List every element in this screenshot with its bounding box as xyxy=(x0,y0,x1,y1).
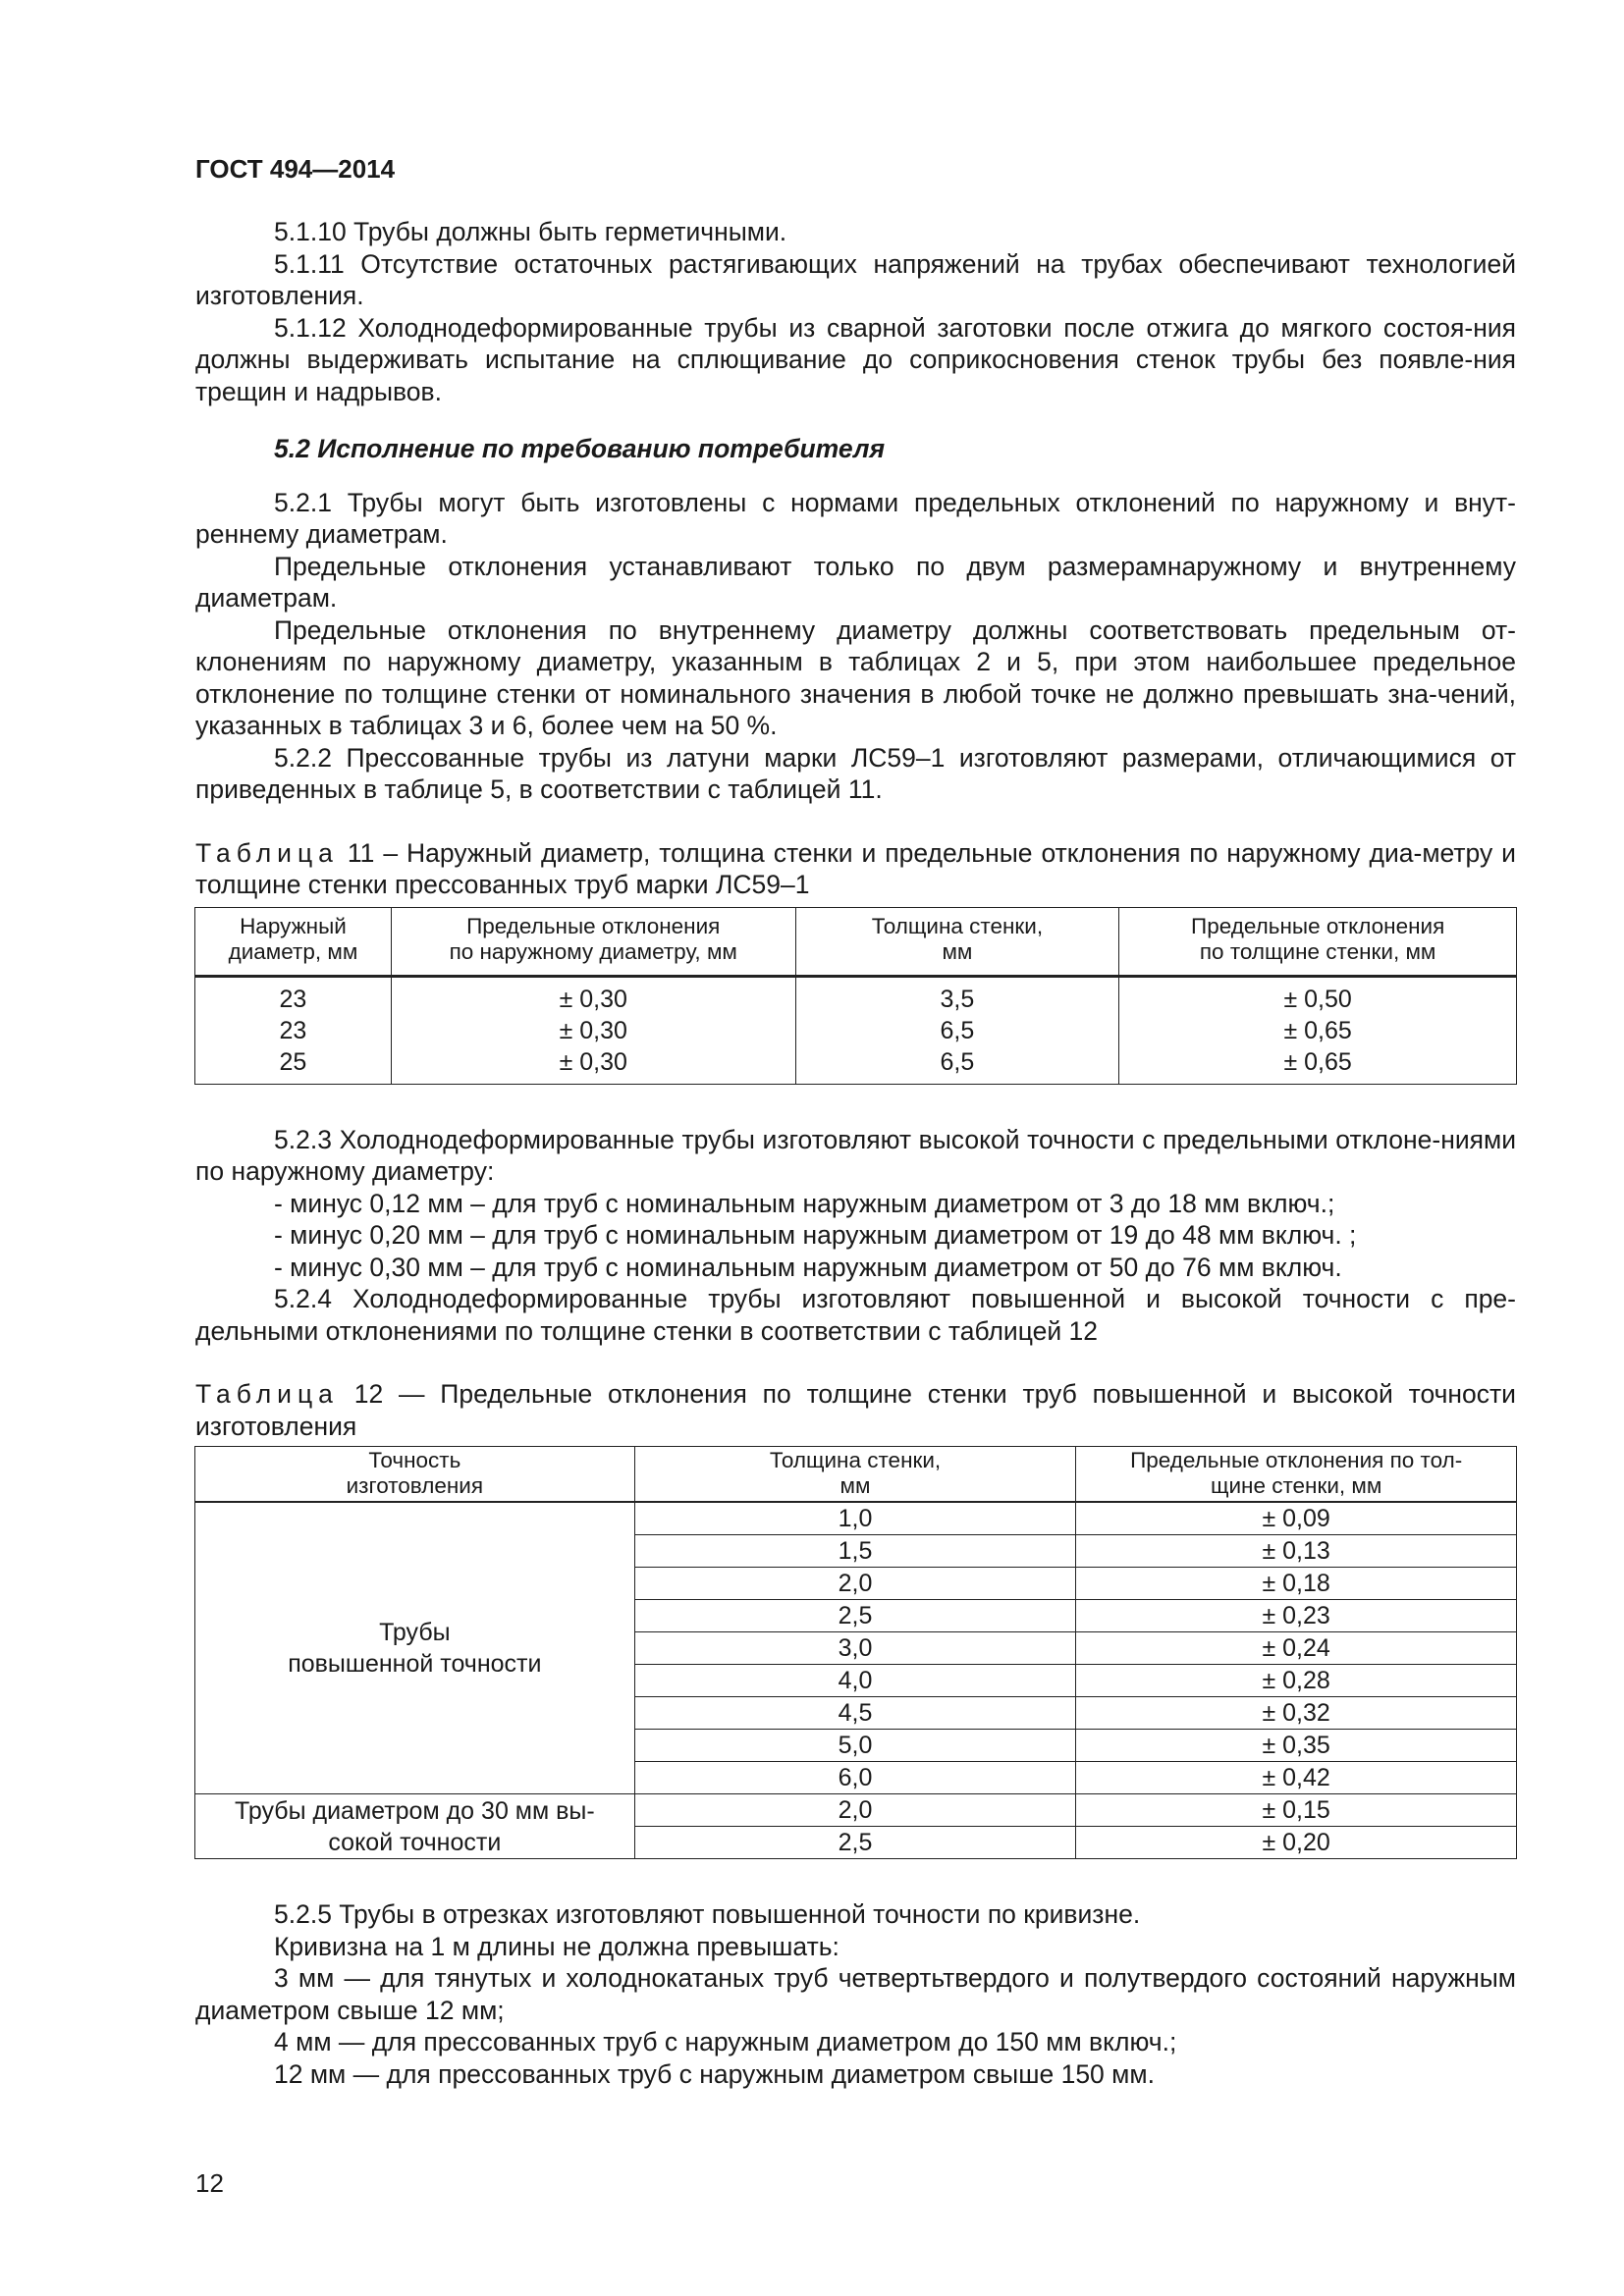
table-12-cell-tolerance: ± 0,13 xyxy=(1076,1535,1517,1568)
table-11-header-wall-tolerance: Предельные отклонения по толщине стенки, мм xyxy=(1119,907,1517,976)
table-12-header-wall-tolerance: Предельные отклонения по тол- щине стенки, мм xyxy=(1076,1447,1517,1503)
table-12-cell-thickness: 2,0 xyxy=(634,1794,1076,1827)
table-12-group-increased-accuracy: Трубы повышенной точности xyxy=(195,1502,635,1794)
paragraph-5-2-5: 5.2.5 Трубы в отрезках изготовляют повышенной точности по кривизне. xyxy=(274,1899,1141,1929)
table-12-cell-thickness: 2,5 xyxy=(634,1600,1076,1632)
table-12-cell-thickness: 4,0 xyxy=(634,1665,1076,1697)
page-number: 12 xyxy=(195,2168,224,2198)
paragraph-5-2-3: 5.2.3 Холоднодеформированные трубы изготовляют высокой точности с предельными отклоне-ниями по наружному диаметру: xyxy=(195,1124,1516,1186)
table-12-group-high-accuracy: Трубы диаметром до 30 мм вы- сокой точности xyxy=(195,1794,635,1859)
table-11-caption xyxy=(195,837,1516,901)
table-11-header-wall-thickness: Толщина стенки, мм xyxy=(795,907,1119,976)
paragraph-5-2-1: 5.2.1 Трубы могут быть изготовлены с нормами предельных отклонений по наружному и внут-реннему диаметрам. xyxy=(195,487,1516,549)
paragraph-5-2-2: 5.2.2 Прессованные трубы из латуни марки ЛС59–1 изготовляют размерами, отличающимися от приведенных в таблице 5, в соответствии с таблицей 11. xyxy=(195,742,1516,804)
table-11-data-row xyxy=(195,976,1517,1084)
table-12-cell-tolerance: ± 0,28 xyxy=(1076,1665,1517,1697)
table-12-cell-tolerance: ± 0,09 xyxy=(1076,1502,1517,1535)
table-12-cell-thickness: 6,0 xyxy=(634,1762,1076,1794)
table-12-cell-thickness: 5,0 xyxy=(634,1730,1076,1762)
table-12-cell-tolerance: ± 0,18 xyxy=(1076,1568,1517,1600)
table-11 xyxy=(194,907,1517,1085)
table-12-cell-thickness: 1,5 xyxy=(634,1535,1076,1568)
section-title-5-2: 5.2 Исполнение по требованию потребителя xyxy=(274,434,886,463)
paragraph-curvature-3mm: 3 мм — для тянутых и холоднокатаных труб четвертьтвердого и полутвердого состояний наружным диаметром свыше 12 мм; xyxy=(195,1963,1516,2025)
table-12-cell-tolerance: ± 0,23 xyxy=(1076,1600,1517,1632)
list-item-minus-030: - минус 0,30 мм – для труб с номинальным наружным диаметром от 50 до 76 мм включ. xyxy=(274,1252,1342,1282)
table-12-cell-thickness: 3,0 xyxy=(634,1632,1076,1665)
paragraph-5-2-4: 5.2.4 Холоднодеформированные трубы изготовляют повышенной и высокой точности с пре-дельными отклонениями по толщине стенки в соответствии с таблицей 12 xyxy=(195,1284,1516,1346)
table-11-col-wall-thickness: 3,5 6,5 6,5 xyxy=(795,976,1119,1084)
standard-header: ГОСТ 494—2014 xyxy=(195,154,396,184)
paragraph-deviations-both: Предельные отклонения устанавливают только по двум размерамнаружному и внутреннему диаметрам. xyxy=(195,551,1516,613)
paragraph-curvature-4mm: 4 мм — для прессованных труб с наружным диаметром до 150 мм включ.; xyxy=(274,2027,1177,2056)
table-11-header-outer-diameter: Наружный диаметр, мм xyxy=(195,907,392,976)
table-12-cell-thickness: 1,0 xyxy=(634,1502,1076,1535)
table-12-cell-tolerance: ± 0,35 xyxy=(1076,1730,1517,1762)
table-11-label: Таблица xyxy=(195,837,339,868)
table-12-cell-tolerance: ± 0,24 xyxy=(1076,1632,1517,1665)
table-11-col-outer-diameter: 23 23 25 xyxy=(195,976,392,1084)
table-11-header-outer-tolerance: Предельные отклонения по наружному диаметру, мм xyxy=(391,907,795,976)
table-row xyxy=(195,1502,1517,1535)
table-12-cell-thickness: 4,5 xyxy=(634,1697,1076,1730)
table-11-col-outer-tolerance: ± 0,30 ± 0,30 ± 0,30 xyxy=(391,976,795,1084)
list-item-minus-020: - минус 0,20 мм – для труб с номинальным наружным диаметром от 19 до 48 мм включ. ; xyxy=(274,1220,1357,1250)
paragraph-5-1-11: 5.1.11 Отсутствие остаточных растягивающих напряжений на трубах обеспечивают технологией изготовления. xyxy=(195,248,1516,310)
document-body xyxy=(195,216,1516,2090)
paragraph-curvature-12mm: 12 мм — для прессованных труб с наружным диаметром свыше 150 мм. xyxy=(274,2058,1155,2089)
table-12-title: 12 — Предельные отклонения по толщине стенки труб повышенной и высокой точности изготовления xyxy=(195,1379,1516,1441)
table-row xyxy=(195,1794,1517,1827)
table-12 xyxy=(194,1446,1517,1859)
paragraph-curvature: Кривизна на 1 м длины не должна превышать: xyxy=(274,1931,839,1961)
table-12-header-wall-thickness: Толщина стенки, мм xyxy=(634,1447,1076,1503)
paragraph-deviations-inner: Предельные отклонения по внутреннему диаметру должны соответствовать предельным от-клонениям по наружному диаметру, указанным в таблицах 2 и 5, при этом наибольшее предельное отклонение по толщине стенки от номинального значения в любой точке не должно превышать зна-чений, указанных в таблицах 3 и 6, более чем на 50 %. xyxy=(195,614,1516,740)
table-12-cell-tolerance: ± 0,20 xyxy=(1076,1827,1517,1859)
table-12-cell-tolerance: ± 0,32 xyxy=(1076,1697,1517,1730)
table-11-col-wall-tolerance: ± 0,50 ± 0,65 ± 0,65 xyxy=(1119,976,1517,1084)
table-12-cell-thickness: 2,5 xyxy=(634,1827,1076,1859)
table-12-cell-thickness: 2,0 xyxy=(634,1568,1076,1600)
paragraph-5-1-12: 5.1.12 Холоднодеформированные трубы из сварной заготовки после отжига до мягкого состоя-ния должны выдерживать испытание на сплющивание до соприкосновения стенок трубы без появле-ния трещин и надрывов. xyxy=(195,312,1516,406)
table-12-label: Таблица xyxy=(195,1379,339,1409)
table-12-cell-tolerance: ± 0,15 xyxy=(1076,1794,1517,1827)
table-12-cell-tolerance: ± 0,42 xyxy=(1076,1762,1517,1794)
table-12-caption xyxy=(195,1378,1516,1442)
list-item-minus-012: - минус 0,12 мм – для труб с номинальным наружным диаметром от 3 до 18 мм включ.; xyxy=(274,1188,1335,1218)
table-11-header-row xyxy=(195,907,1517,976)
table-11-title: 11 – Наружный диаметр, толщина стенки и предельные отклонения по наружному диа-метру и толщине стенки прессованных труб марки ЛС59–1 xyxy=(195,837,1516,899)
table-12-header-accuracy: Точность изготовления xyxy=(195,1447,635,1503)
table-12-header-row xyxy=(195,1447,1517,1503)
paragraph-5-1-10: 5.1.10 Трубы должны быть герметичными. xyxy=(274,217,787,246)
